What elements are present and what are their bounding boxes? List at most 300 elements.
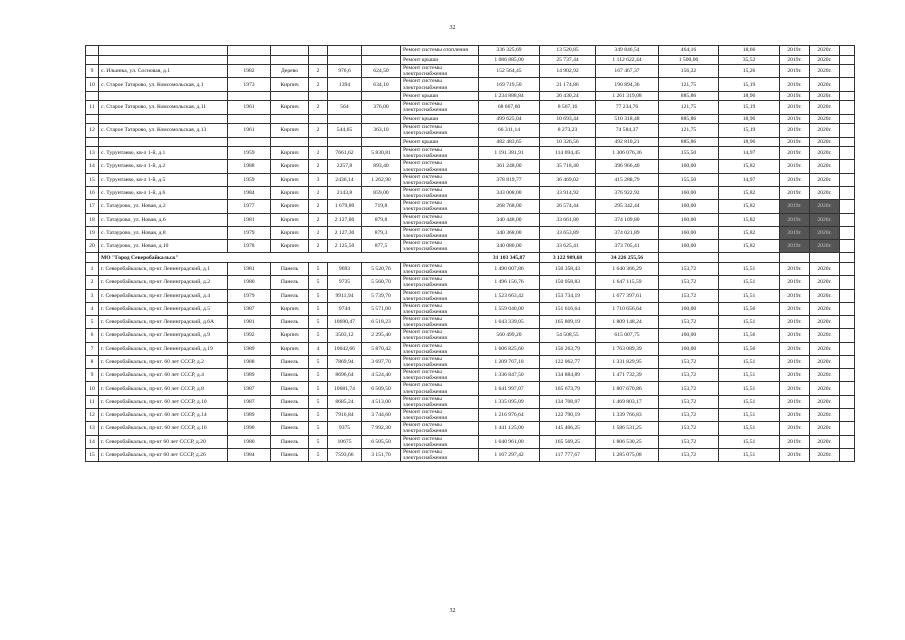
cell-year-end: 2020г. (810, 124, 840, 137)
table-row (86, 355, 855, 368)
cell-empty (840, 213, 855, 226)
cell-supervision: 134 708,07 (540, 395, 596, 408)
cell-rate: 153,72 (659, 409, 719, 422)
cell-material: Кирпич (271, 329, 309, 342)
cell-address: г. Северобайкальск, пр-кт. 60 лет СССР, д.4 (99, 369, 228, 382)
cell-material (271, 114, 309, 124)
cell-percent: 15,51 (719, 409, 780, 422)
cell-address: г. Северобайкальск, пр-кт Ленинградский, д.5 (99, 302, 228, 315)
cell-material: Панель (271, 448, 309, 461)
cell-total-area: 10042,66 (328, 342, 362, 355)
cell-material: Кирпич (271, 200, 309, 213)
cell-year (228, 137, 271, 147)
cell-floors: 5 (309, 435, 328, 448)
cell-year-end: 2020г. (810, 342, 840, 355)
cell-living-area: 4 524,40 (362, 369, 401, 382)
cell-address: г. Северобайкальск, пр-кт 60 лет СССР, д.26 (99, 448, 228, 461)
cell-rate: 155,50 (659, 147, 719, 160)
table-row (86, 147, 855, 160)
cell-work-type: Ремонт системы электроснабжения (401, 240, 479, 253)
cell-living-area: 624,50 (362, 65, 401, 78)
cell-living-area (362, 91, 401, 101)
cell-year-end: 2020г. (810, 114, 840, 124)
cell-living-area: 893,40 (362, 160, 401, 173)
cell-year: 1982 (228, 65, 271, 78)
cell-empty (840, 369, 855, 382)
cell-supervision: 8 273,23 (540, 124, 596, 137)
cell-work-type: Ремонт системы электроснабжения (401, 409, 479, 422)
cell-floors: 2 (309, 213, 328, 226)
cell-cost: 152 564,45 (479, 65, 540, 78)
cell-material: Кирпич (271, 173, 309, 186)
cell-total-area: 7916,84 (328, 409, 362, 422)
cell-floors: 2 (309, 186, 328, 199)
cell-year: 1978 (228, 240, 271, 253)
cell-supervision: 36 469,02 (540, 173, 596, 186)
cell-rate: 153,72 (659, 289, 719, 302)
cell-cost: 482 483,65 (479, 137, 540, 147)
cell-address (99, 46, 228, 56)
table-row (86, 316, 855, 329)
cell-work-type: Ремонт системы электроснабжения (401, 200, 479, 213)
cell-percent: 18,96 (719, 137, 780, 147)
cell-number: 19 (86, 226, 99, 239)
cell-rate: 153,72 (659, 262, 719, 275)
cell-percent: 18,66 (719, 46, 780, 56)
cell-year-end: 2020г. (810, 240, 840, 253)
cell-address: г. Северобайкальск, пр-кт Ленинградский, д.1 (99, 262, 228, 275)
cell-supervision: 10 326,56 (540, 137, 596, 147)
cell-cost: 560 499,20 (479, 329, 540, 342)
cell-year: 1989 (228, 369, 271, 382)
cell-number (86, 46, 99, 56)
cell-year-start: 2019г. (780, 289, 810, 302)
cell-year: 1959 (228, 173, 271, 186)
cell-total-area: 2 125,50 (328, 240, 362, 253)
cell-floors (309, 91, 328, 101)
cell-number: 9 (86, 65, 99, 78)
cell-empty (780, 253, 810, 263)
cell-supervision: 21 174,86 (540, 78, 596, 91)
cell-total: 1 471 732,39 (596, 369, 659, 382)
cell-percent: 15,56 (719, 302, 780, 315)
cell-work-type: Ремонт системы электроснабжения (401, 302, 479, 315)
cell-total: 373 705,41 (596, 240, 659, 253)
cell-material: Панель (271, 382, 309, 395)
table-row (86, 173, 855, 186)
cell-empty (719, 253, 780, 263)
cell-work-type: Ремонт системы электроснабжения (401, 124, 479, 137)
cell-year-end: 2020г. (810, 395, 840, 408)
cell-percent: 15,51 (719, 395, 780, 408)
cell-work-type: Ремонт системы электроснабжения (401, 213, 479, 226)
cell-work-type: Ремонт крыши (401, 137, 479, 147)
cell-total: 1 469 803,17 (596, 395, 659, 408)
cell-work-type: Ремонт системы электроснабжения (401, 369, 479, 382)
cell-year-end: 2020г. (810, 200, 840, 213)
cell-supervision: 10 693,44 (540, 114, 596, 124)
cell-rate: 160,00 (659, 329, 719, 342)
cell-empty (840, 124, 855, 137)
cell-year: 1973 (228, 78, 271, 91)
cell-total-area (328, 91, 362, 101)
cell-total: 167 467,37 (596, 65, 659, 78)
cell-rate: 153,72 (659, 395, 719, 408)
cell-percent: 15,82 (719, 186, 780, 199)
table-row (86, 46, 855, 56)
cell-percent: 15,82 (719, 226, 780, 239)
cell-year: 1961 (228, 101, 271, 114)
cell-empty (840, 240, 855, 253)
cell-address: г. Северобайкальск, пр-кт. 60 лет СССР, д.10 (99, 395, 228, 408)
cell-supervision: 165 809,19 (540, 316, 596, 329)
cell-rate: 153,72 (659, 276, 719, 289)
cell-cost: 361 248,00 (479, 160, 540, 173)
cell-year-start: 2019г. (780, 200, 810, 213)
cell-supervision: 134 884,89 (540, 369, 596, 382)
cell-supervision: 8 567,16 (540, 101, 596, 114)
cell-address: с. Старое Татарово, ул. Комсомольская, д.1 (99, 78, 228, 91)
cell-year-end: 2020г. (810, 422, 840, 435)
cell-work-type: Ремонт системы отопления (401, 46, 479, 56)
cell-empty (840, 342, 855, 355)
cell-empty (840, 160, 855, 173)
cell-supervision: 33 625,41 (540, 240, 596, 253)
cell-number: 13 (86, 422, 99, 435)
cell-total-area: 7661,62 (328, 147, 362, 160)
cell-year-start: 2019г. (780, 369, 810, 382)
cell-cost: 340 368,00 (479, 226, 540, 239)
cell-cost: 1 335 095,09 (479, 395, 540, 408)
cell-address (99, 55, 228, 65)
cell-cost: 1 640 961,00 (479, 435, 540, 448)
cell-rate: 153,72 (659, 435, 719, 448)
cell-year: 1989 (228, 409, 271, 422)
cell-percent: 15,82 (719, 213, 780, 226)
cell-work-type: Ремонт системы электроснабжения (401, 316, 479, 329)
cell-empty (840, 382, 855, 395)
cell-number: 1 (86, 262, 99, 275)
cell-material: Кирпич (271, 78, 309, 91)
cell-year-start: 2019г. (780, 422, 810, 435)
cell-year: 1979 (228, 226, 271, 239)
cell-number: 10 (86, 382, 99, 395)
cell-work-type: Ремонт системы электроснабжения (401, 186, 479, 199)
cell-total: 1 809 148,24 (596, 316, 659, 329)
cell-percent: 15,56 (719, 342, 780, 355)
cell-rate: 155,50 (659, 173, 719, 186)
cell-empty (840, 448, 855, 461)
cell-work-type: Ремонт крыши (401, 91, 479, 101)
cell-address: с. Татаурово, ул. Новая, д.10 (99, 240, 228, 253)
cell-total-area: 2436,14 (328, 173, 362, 186)
cell-supervision: 35 718,40 (540, 160, 596, 173)
cell-material: Панель (271, 409, 309, 422)
cell-year-end: 2020г. (810, 262, 840, 275)
cell-percent: 15,82 (719, 200, 780, 213)
cell-total: 1 710 656,64 (596, 302, 659, 315)
cell-number: 12 (86, 409, 99, 422)
cell-address: с. Татаурово, ул. Новая, д.6 (99, 213, 228, 226)
cell-year-end: 2020г. (810, 316, 840, 329)
cell-material (271, 91, 309, 101)
cell-total-area (328, 46, 362, 56)
cell-total-area (328, 137, 362, 147)
cell-total: 1 285 075,08 (596, 448, 659, 461)
cell-total-area (328, 55, 362, 65)
cell-address: г. Северобайкальск, пр-кт Ленинградский, д.4 (99, 289, 228, 302)
cell-total: 349 846,54 (596, 46, 659, 56)
cell-percent: 35,52 (719, 55, 780, 65)
cell-number: 11 (86, 395, 99, 408)
cell-material (271, 137, 309, 147)
cell-work-type: Ремонт системы электроснабжения (401, 101, 479, 114)
cell-empty (840, 422, 855, 435)
cell-work-type: Ремонт системы электроснабжения (401, 78, 479, 91)
cell-empty (840, 65, 855, 78)
cell-percent: 15,19 (719, 78, 780, 91)
cell-floors: 2 (309, 200, 328, 213)
cell-address: с. Татаурово, ул. Новая, д.2 (99, 200, 228, 213)
cell-year-start: 2019г. (780, 226, 810, 239)
cell-rate: 121,75 (659, 78, 719, 91)
cell-year-start: 2019г. (780, 137, 810, 147)
cell-percent: 15,51 (719, 382, 780, 395)
cell-rate: 885,86 (659, 91, 719, 101)
cell-number: 5 (86, 316, 99, 329)
cell-living-area: 4 513,00 (362, 395, 401, 408)
cell-year: 1959 (228, 147, 271, 160)
table-row (86, 276, 855, 289)
cell-year-end: 2020г. (810, 137, 840, 147)
cell-percent: 15,51 (719, 262, 780, 275)
cell-empty (840, 289, 855, 302)
cell-year-start: 2019г. (780, 186, 810, 199)
cell-total-area: 9693 (328, 262, 362, 275)
cell-percent: 15,51 (719, 435, 780, 448)
cell-year-start: 2019г. (780, 435, 810, 448)
cell-year-end: 2020г. (810, 55, 840, 65)
cell-year: 1988 (228, 355, 271, 368)
cell-floors: 2 (309, 147, 328, 160)
cell-year: 1987 (228, 302, 271, 315)
cell-total: 1 807 670,86 (596, 382, 659, 395)
cell-year-end: 2020г. (810, 91, 840, 101)
cell-rate: 153,72 (659, 448, 719, 461)
cell-year: 1992 (228, 329, 271, 342)
cell-empty (840, 147, 855, 160)
cell-cost: 1 559 040,00 (479, 302, 540, 315)
cell-material: Панель (271, 316, 309, 329)
cell-year-end: 2020г. (810, 355, 840, 368)
cell-year: 1989 (228, 342, 271, 355)
cell-supervision: 165 569,25 (540, 435, 596, 448)
cell-floors: 5 (309, 355, 328, 368)
cell-number: 4 (86, 302, 99, 315)
cell-year (228, 46, 271, 56)
cell-total: 34 226 255,56 (596, 253, 659, 263)
cell-number: 10 (86, 78, 99, 91)
cell-address: с. Турунтаево, кв-л 1-й, д.6 (99, 186, 228, 199)
cell-work-type: Ремонт системы электроснабжения (401, 226, 479, 239)
cell-work-type: Ремонт системы электроснабжения (401, 65, 479, 78)
cell-empty (840, 137, 855, 147)
cell-work-type: Ремонт крыши (401, 114, 479, 124)
cell-year-start: 2019г. (780, 65, 810, 78)
cell-rate: 160,00 (659, 302, 719, 315)
cell-year-end: 2020г. (810, 289, 840, 302)
cell-percent: 15,56 (719, 329, 780, 342)
table-row (86, 262, 855, 275)
cell-rate: 885,86 (659, 137, 719, 147)
cell-material: Панель (271, 355, 309, 368)
cell-total-area: 1 679,80 (328, 200, 362, 213)
cell-address: с. Старое Татарово, ул. Комсомольская, д.11 (99, 101, 228, 114)
cell-year-end: 2020г. (810, 173, 840, 186)
cell-rate: 153,72 (659, 316, 719, 329)
cell-work-type: Ремонт системы электроснабжения (401, 147, 479, 160)
cell-year-start: 2019г. (780, 78, 810, 91)
cell-rate: 885,86 (659, 114, 719, 124)
cell-cost: 66 311,14 (479, 124, 540, 137)
cell-year: 1984 (228, 448, 271, 461)
cell-number: 8 (86, 355, 99, 368)
cell-supervision: 145 406,25 (540, 422, 596, 435)
cell-year-end: 2020г. (810, 448, 840, 461)
cell-number: 11 (86, 101, 99, 114)
cell-address: с. Ильинка, ул. Сосновая, д.1 (99, 65, 228, 78)
cell-number: 12 (86, 124, 99, 137)
cell-material: Панель (271, 422, 309, 435)
cell-year-start: 2019г. (780, 46, 810, 56)
cell-total-area: 9735 (328, 276, 362, 289)
cell-total: 1 261 319,08 (596, 91, 659, 101)
cell-year-start: 2019г. (780, 240, 810, 253)
cell-supervision: 150 358,43 (540, 262, 596, 275)
cell-total: 1 640 366,29 (596, 262, 659, 275)
cell-cost: 1 167 297,42 (479, 448, 540, 461)
table-row (86, 435, 855, 448)
table-row (86, 213, 855, 226)
cell-year-start: 2019г. (780, 101, 810, 114)
cell-total: 374 109,80 (596, 213, 659, 226)
cell-rate: 464,16 (659, 46, 719, 56)
cell-total: 1 586 531,25 (596, 422, 659, 435)
cell-cost: 1 336 847,50 (479, 369, 540, 382)
cell-floors: 2 (309, 226, 328, 239)
cell-address (99, 91, 228, 101)
cell-rate: 160,00 (659, 240, 719, 253)
cell-cost: 336 325,69 (479, 46, 540, 56)
cell-work-type: Ремонт системы электроснабжения (401, 329, 479, 342)
cell-year-start: 2019г. (780, 262, 810, 275)
cell-living-area (362, 55, 401, 65)
cell-year-start: 2019г. (780, 409, 810, 422)
cell-work-type: Ремонт крыши (401, 55, 479, 65)
cell-material: Кирпич (271, 124, 309, 137)
cell-number (86, 137, 99, 147)
repair-plan-table (85, 45, 855, 462)
table-row (86, 240, 855, 253)
table-row (86, 137, 855, 147)
cell-total: 374 021,89 (596, 226, 659, 239)
cell-cost: 1 643 339,05 (479, 316, 540, 329)
cell-number: 14 (86, 160, 99, 173)
cell-percent: 15,51 (719, 289, 780, 302)
cell-year-end: 2020г. (810, 78, 840, 91)
cell-percent: 15,51 (719, 316, 780, 329)
cell-address: с. Турунтаево, кв-л 1-й, д.2 (99, 160, 228, 173)
cell-total-area: 10675 (328, 435, 362, 448)
cell-empty (840, 316, 855, 329)
cell-work-type: Ремонт системы электроснабжения (401, 262, 479, 275)
table-row (86, 329, 855, 342)
cell-supervision: 117 777,67 (540, 448, 596, 461)
cell-address (99, 114, 228, 124)
cell-living-area: 859,00 (362, 186, 401, 199)
cell-percent: 15,51 (719, 369, 780, 382)
cell-supervision: 26 574,44 (540, 200, 596, 213)
cell-living-area: 879,8 (362, 213, 401, 226)
cell-floors: 5 (309, 382, 328, 395)
cell-number (86, 55, 99, 65)
cell-material: Кирпич (271, 240, 309, 253)
cell-cost: 499 625,04 (479, 114, 540, 124)
cell-living-area: 1 262,90 (362, 173, 401, 186)
cell-material: Панель (271, 435, 309, 448)
cell-floors: 5 (309, 422, 328, 435)
cell-rate: 153,72 (659, 355, 719, 368)
cell-cost: 1 234 888,84 (479, 91, 540, 101)
cell-year (228, 114, 271, 124)
cell-supervision: 156 263,79 (540, 342, 596, 355)
table-row (86, 200, 855, 213)
cell-work-type: Ремонт системы электроснабжения (401, 276, 479, 289)
cell-floors: 5 (309, 329, 328, 342)
cell-year-end: 2020г. (810, 276, 840, 289)
cell-total-area: 976,6 (328, 65, 362, 78)
cell-living-area: 719,8 (362, 200, 401, 213)
cell-total-area: 9375 (328, 422, 362, 435)
cell-total: 1 806 530,25 (596, 435, 659, 448)
cell-year-end: 2020г. (810, 382, 840, 395)
cell-rate: 121,75 (659, 101, 719, 114)
cell-year: 1980 (228, 435, 271, 448)
cell-floors: 5 (309, 276, 328, 289)
cell-address: г. Северобайкальск, пр-кт Ленинградский, д.2 (99, 276, 228, 289)
cell-cost: 1 490 007,86 (479, 262, 540, 275)
cell-work-type: Ремонт системы электроснабжения (401, 382, 479, 395)
cell-number: 16 (86, 186, 99, 199)
cell-total-area: 10690,47 (328, 316, 362, 329)
cell-empty (840, 435, 855, 448)
table-row (86, 448, 855, 461)
cell-address: г. Северобайкальск, пр-кт. 60 лет СССР, д.14 (99, 409, 228, 422)
cell-work-type: Ремонт системы электроснабжения (401, 289, 479, 302)
cell-floors (309, 114, 328, 124)
cell-year: 1990 (228, 422, 271, 435)
cell-total: 396 966,40 (596, 160, 659, 173)
cell-floors (309, 46, 328, 56)
cell-year: 1984 (228, 186, 271, 199)
cell-address: г. Северобайкальск, пр-кт 60 лет СССР, д.20 (99, 435, 228, 448)
cell-supervision: 26 430,24 (540, 91, 596, 101)
cell-rate: 153,72 (659, 422, 719, 435)
cell-year-end: 2020г. (810, 147, 840, 160)
cell-number: 13 (86, 147, 99, 160)
cell-empty (840, 91, 855, 101)
cell-year: 1977 (228, 200, 271, 213)
